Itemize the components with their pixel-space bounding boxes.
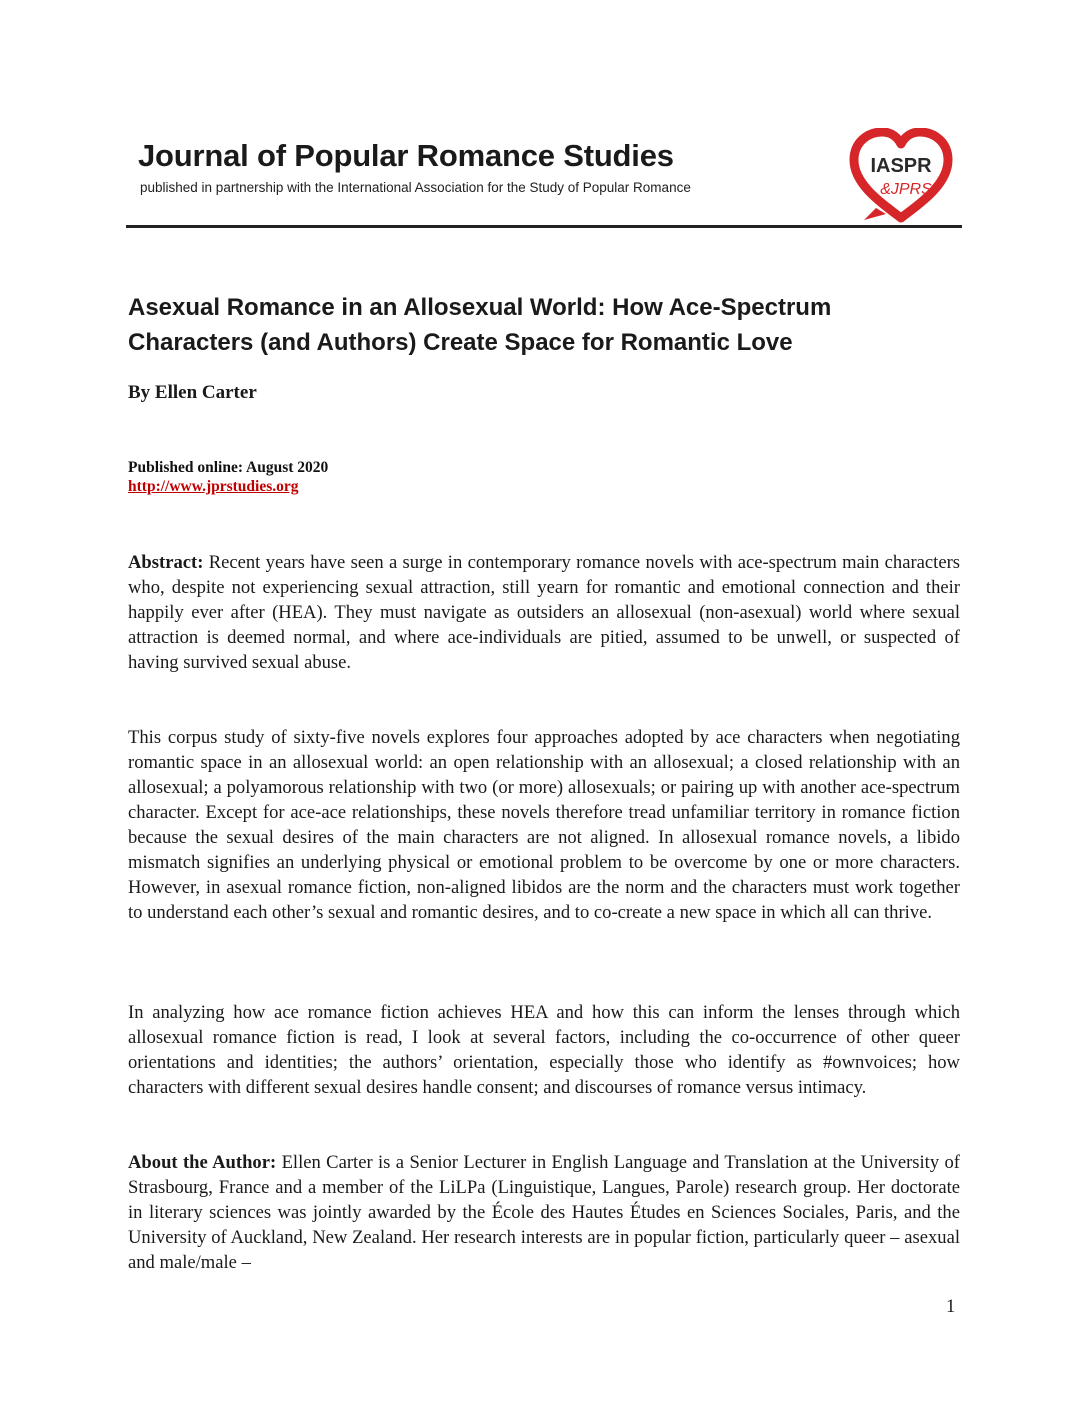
logo-text-iaspr: IASPR <box>870 155 932 177</box>
heart-logo-icon <box>846 128 956 224</box>
published-date: Published online: August 2020 <box>128 459 329 476</box>
abstract-label: Abstract: <box>128 552 204 573</box>
about-author-paragraph <box>128 1150 960 1275</box>
logo-text-jprs: &JPRS <box>880 181 932 198</box>
body-paragraph: In analyzing how ace romance fiction achieves HEA and how this can inform the lenses through which allosexual romance fiction is read, I look at several factors, including the co-occurrence of other queer orientations and identities; the authors’ orientation, especially those who identify as #ownvoices; how characters with different sexual desires handle consent; and discourses of romance versus intimacy. <box>128 1002 960 1098</box>
publication-info <box>128 458 328 496</box>
journal-link[interactable]: http://www.jprstudies.org <box>128 478 299 495</box>
journal-tagline: published in partnership with the International Association for the Study of Popular Romance <box>140 180 691 195</box>
page-number: 1 <box>946 1296 956 1317</box>
abstract-text: Recent years have seen a surge in contemporary romance novels with ace-spectrum main characters who, despite not experiencing sexual attraction, still yearn for romantic and emotional connection and their happily ever after (HEA). They must navigate as outsiders an allosexual (non-asexual) world where sexual attraction is deemed normal, and where ace-individuals are pitied, assumed to be unwell, or suspected of having survived sexual abuse. <box>128 552 960 673</box>
about-author-text: Ellen Carter is a Senior Lecturer in English Language and Translation at the University of Strasbourg, France and a member of the LiLPa (Linguistique, Langues, Parole) research group. Her doctorate in literary sciences was jointly awarded by the École des Hautes Études en Sciences Sociales, Paris, and the University of Auckland, New Zealand. Her research interests are in popular fiction, particularly queer – asexual and male/male – <box>128 1152 960 1273</box>
article-title: Asexual Romance in an Allosexual World: How Ace-Spectrum Characters (and Authors) Create Space for Romantic Love <box>128 294 832 356</box>
abstract-paragraph <box>128 550 960 675</box>
about-author-label: About the Author: <box>128 1152 277 1173</box>
body-paragraph: This corpus study of sixty-five novels explores four approaches adopted by ace characters when negotiating romantic space in an allosexual world: an open relationship with an allosexual; a closed relationship with an allosexual; a polyamorous relationship with two (or more) allosexuals; or pairing up with another ace-spectrum character. Except for ace-ace relationships, these novels therefore tread unfamiliar territory in romance fiction because the sexual desires of the main characters are not aligned. In allosexual romance novels, a libido mismatch signifies an underlying physical or emotional problem to be overcome by one or more characters. However, in asexual romance fiction, non-aligned libidos are the norm and the characters must work together to understand each other’s sexual and romantic desires, and to co-create a new space in which all can thrive. <box>128 727 960 923</box>
journal-header <box>126 128 962 228</box>
header-divider <box>126 225 962 228</box>
journal-name: Journal of Popular Romance Studies <box>138 138 674 173</box>
author-byline: By Ellen Carter <box>128 382 257 403</box>
